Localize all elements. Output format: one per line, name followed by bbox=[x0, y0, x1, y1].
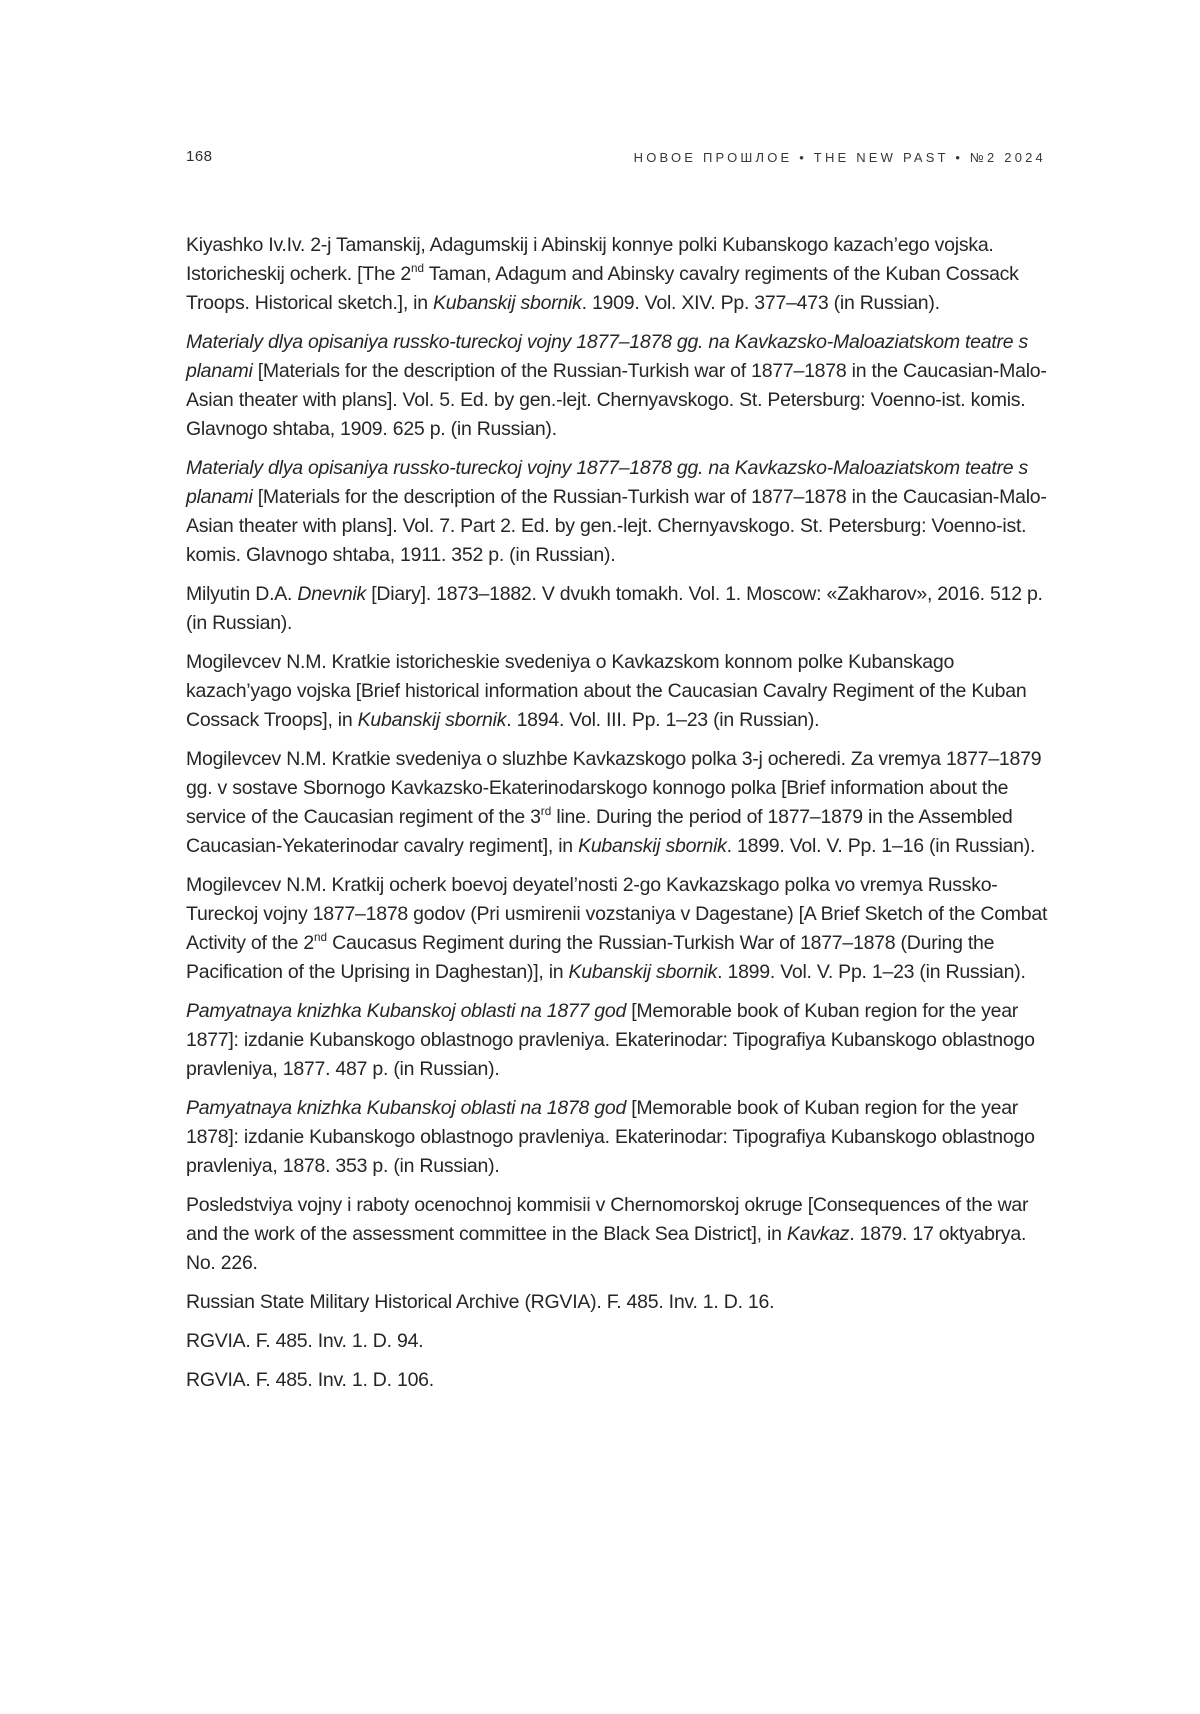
page-number: 168 bbox=[186, 148, 213, 165]
text-segment: RGVIA. F. 485. Inv. 1. D. 94. bbox=[186, 1330, 424, 1352]
reference-entry bbox=[186, 454, 1052, 570]
text-segment: Mogilevcev N.M. Kratkie istoricheskie svedeniya o Kavkazskom konnom polke Kubanskago kazach’yago vojska [Brief historical information about the Caucasian Cavalry Regiment of the Kuban Cossack Troops], in bbox=[186, 651, 1027, 731]
text-segment: line. During the period of 1877–1879 in the Assembled Caucasian-Yekaterinodar cavalry regiment], in bbox=[186, 806, 1013, 857]
text-segment: Russian State Military Historical Archive (RGVIA). F. 485. Inv. 1. D. 16. bbox=[186, 1291, 775, 1313]
reference-entry bbox=[186, 1191, 1052, 1278]
text-segment: [Memorable book of Kuban region for the year 1877]: izdanie Kubanskogo oblastnogo pravleniya. Ekaterinodar: Tipografiya Kubanskogo oblastnogo pravleniya, 1877. 487 p. (in Russian). bbox=[186, 1000, 1035, 1080]
ordinal-superscript: rd bbox=[540, 804, 552, 818]
title-italic-segment: Dnevnik bbox=[297, 583, 367, 605]
text-segment: Mogilevcev N.M. Kratkij ocherk boevoj deyatel’nosti 2-go Kavkazskago polka vo vremya Russko-Tureckoj vojny 1877–1878 godov (Pri usmirenii vozstaniya v Dagestane) [A Brief Sketch of the Combat Activity of the 2 bbox=[186, 874, 1048, 954]
text-segment: Caucasus Regiment during the Russian-Turkish War of 1877–1878 (During the Pacification of the Uprising in Daghestan)], in bbox=[186, 932, 995, 983]
title-italic-segment: Kavkaz bbox=[786, 1223, 850, 1245]
text-segment: . 1899. Vol. V. Pp. 1–16 (in Russian). bbox=[726, 835, 1036, 857]
text-segment: [Memorable book of Kuban region for the year 1878]: izdanie Kubanskogo oblastnogo pravleniya. Ekaterinodar: Tipografiya Kubanskogo oblastnogo pravleniya, 1878. 353 p. (in Russian). bbox=[186, 1097, 1035, 1177]
text-segment: . 1909. Vol. XIV. Pp. 377–473 (in Russian). bbox=[581, 292, 940, 314]
title-italic-segment: Materialy dlya opisaniya russko-tureckoj vojny 1877–1878 gg. na Kavkazsko-Maloaziatskom teatre s planami bbox=[186, 457, 1029, 508]
page-header bbox=[186, 148, 1046, 165]
reference-entry bbox=[186, 648, 1052, 735]
text-segment: Posledstviya vojny i raboty ocenochnoj kommisii v Chernomorskoj okruge [Consequences of the war and the work of the assessment committee in the Black Sea District], in bbox=[186, 1194, 1029, 1245]
reference-entry bbox=[186, 231, 1052, 318]
text-segment: . 1899. Vol. V. Pp. 1–23 (in Russian). bbox=[717, 961, 1026, 983]
text-segment: Mogilevcev N.M. Kratkie svedeniya o sluzhbe Kavkazskogo polka 3-j ocheredi. Za vremya 1877–1879 gg. v sostave Sbornogo Kavkazsko-Ekaterinodarskogo konnogo polka [Brief information about the service of the Caucasian regiment of the 3 bbox=[186, 748, 1042, 828]
running-header: НОВОЕ ПРОШЛОЕ • THE NEW PAST • №2 2024 bbox=[633, 150, 1046, 165]
title-italic-segment: Kubanskij sbornik bbox=[433, 292, 582, 314]
text-segment: [Materials for the description of the Russian-Turkish war of 1877–1878 in the Caucasian-Malo-Asian theater with plans]. Vol. 5. Ed. by gen.-lejt. Chernyavskogo. St. Petersburg: Voenno-ist. komis. Glavnogo shtaba, 1909. 625 p. (in Russian). bbox=[186, 360, 1047, 440]
reference-entry bbox=[186, 1288, 1052, 1317]
title-italic-segment: Pamyatnaya knizhka Kubanskoj oblasti na 1878 god bbox=[186, 1097, 627, 1119]
text-segment: Taman, Adagum and Abinsky cavalry regiments of the Kuban Cossack Troops. Historical sketch.], in bbox=[186, 263, 1019, 314]
title-italic-segment: Materialy dlya opisaniya russko-tureckoj vojny 1877–1878 gg. na Kavkazsko-Maloaziatskom teatre s planami bbox=[186, 331, 1029, 382]
text-segment: RGVIA. F. 485. Inv. 1. D. 106. bbox=[186, 1369, 434, 1391]
reference-entry bbox=[186, 1094, 1052, 1181]
text-segment: [Materials for the description of the Russian-Turkish war of 1877–1878 in the Caucasian-Malo-Asian theater with plans]. Vol. 7. Part 2. Ed. by gen.-lejt. Chernyavskogo. St. Petersburg: Voenno-ist. komis. Glavnogo shtaba, 1911. 352 p. (in Russian). bbox=[186, 486, 1047, 566]
title-italic-segment: Pamyatnaya knizhka Kubanskoj oblasti na 1877 god bbox=[186, 1000, 627, 1022]
reference-entry bbox=[186, 997, 1052, 1084]
reference-entry bbox=[186, 745, 1052, 861]
reference-entry bbox=[186, 580, 1052, 638]
text-segment: Milyutin D.A. bbox=[186, 583, 298, 605]
text-segment: . 1894. Vol. III. Pp. 1–23 (in Russian). bbox=[506, 709, 820, 731]
ordinal-superscript: nd bbox=[410, 261, 424, 275]
reference-entry bbox=[186, 871, 1052, 987]
reference-entry bbox=[186, 1327, 1052, 1356]
title-italic-segment: Kubanskij sbornik bbox=[357, 709, 507, 731]
reference-entry bbox=[186, 328, 1052, 444]
text-segment: [Diary]. 1873–1882. V dvukh tomakh. Vol. 1. Moscow: «Zakharov», 2016. 512 p. (in Russian). bbox=[186, 583, 1043, 634]
text-segment: Kiyashko Iv.Iv. 2-j Tamanskij, Adagumskij i Abinskij konnye polki Kubanskogo kazach’ego vojska. Istoricheskij ocherk. [The 2 bbox=[186, 234, 994, 285]
ordinal-superscript: nd bbox=[313, 930, 327, 944]
text-segment: . 1879. 17 oktyabrya. No. 226. bbox=[186, 1223, 1027, 1274]
title-italic-segment: Kubanskij sbornik bbox=[578, 835, 727, 857]
references-list bbox=[186, 231, 1052, 1405]
title-italic-segment: Kubanskij sbornik bbox=[568, 961, 718, 983]
reference-entry bbox=[186, 1366, 1052, 1395]
